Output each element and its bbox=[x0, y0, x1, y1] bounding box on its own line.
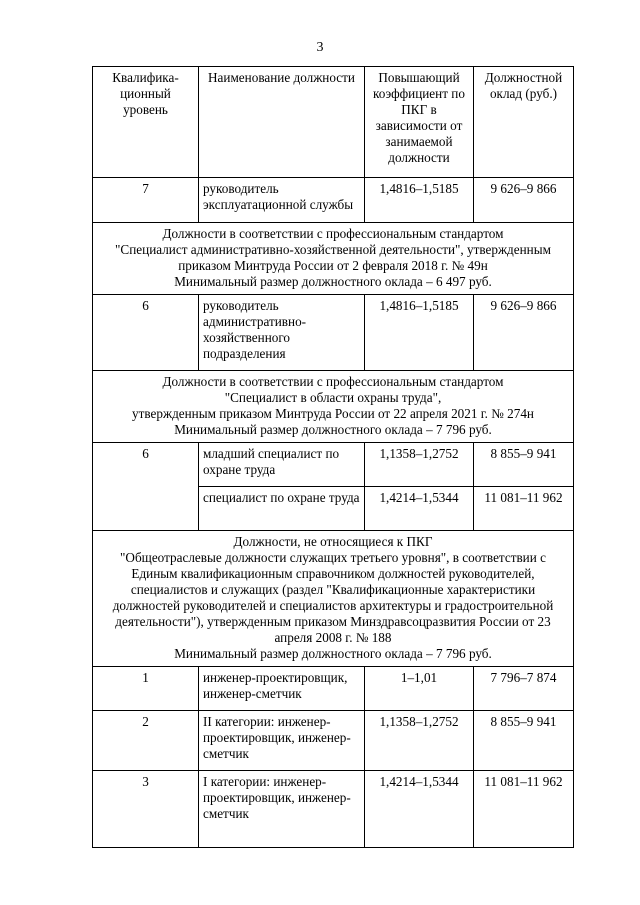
table-row bbox=[93, 178, 574, 223]
position-cell: I категории: инженер-проектировщик, инженер-сметчик bbox=[199, 771, 365, 848]
coefficient-cell: 1,4214–1,5344 bbox=[365, 487, 474, 531]
salary-cell: 9 626–9 866 bbox=[474, 178, 574, 223]
salary-cell: 11 081–11 962 bbox=[474, 487, 574, 531]
coefficient-cell: 1–1,01 bbox=[365, 667, 474, 711]
position-cell: II категории: инженер-проектировщик, инженер-сметчик bbox=[199, 711, 365, 771]
level-cell: 1 bbox=[93, 667, 199, 711]
table-row bbox=[93, 295, 574, 371]
page-number: 3 bbox=[316, 40, 324, 55]
section-line: Единым квалификационным справочником должностей руководителей, bbox=[131, 566, 535, 581]
section-line: должностей руководителей и специалистов архитектуры и градостроительной bbox=[112, 598, 554, 613]
section-line: деятельности"), утвержденным приказом Минздравсоцразвития России от 23 bbox=[115, 614, 551, 629]
coefficient-cell: 1,4816–1,5185 bbox=[365, 178, 474, 223]
header-coefficient: Повышающий коэффициент по ПКГ в зависимости от занимаемой должности bbox=[365, 67, 474, 178]
section-header-row bbox=[93, 531, 574, 667]
section-line: "Специалист административно-хозяйственной деятельности", утвержденным bbox=[115, 242, 551, 257]
coefficient-cell: 1,4816–1,5185 bbox=[365, 295, 474, 371]
section-line: специалистов и служащих (раздел "Квалификационные характеристики bbox=[130, 582, 536, 597]
section-line: "Общеотраслевые должности служащих третьего уровня", в соответствии с bbox=[120, 550, 546, 565]
table-row bbox=[93, 667, 574, 711]
level-cell: 2 bbox=[93, 711, 199, 771]
section-line: Должности, не относящиеся к ПКГ bbox=[233, 534, 433, 549]
section-line: приказом Минтруда России от 2 февраля 2018 г. № 49н bbox=[178, 258, 488, 273]
table-row bbox=[93, 711, 574, 771]
salary-cell: 8 855–9 941 bbox=[474, 443, 574, 487]
section-line: Должности в соответствии с профессиональным стандартом bbox=[162, 374, 504, 389]
table-row bbox=[93, 443, 574, 487]
header-salary: Должностной оклад (руб.) bbox=[474, 67, 574, 178]
section-line: Минимальный размер должностного оклада – 7 796 руб. bbox=[174, 422, 492, 437]
header-level: Квалифика-ционный уровень bbox=[93, 67, 199, 178]
salary-cell: 11 081–11 962 bbox=[474, 771, 574, 848]
section-line: Минимальный размер должностного оклада – 6 497 руб. bbox=[174, 274, 492, 289]
level-cell: 6 bbox=[93, 295, 199, 371]
section-line: апреля 2008 г. № 188 bbox=[274, 630, 392, 645]
position-cell: инженер-проектировщик, инженер-сметчик bbox=[199, 667, 365, 711]
section-line: Должности в соответствии с профессиональным стандартом bbox=[162, 226, 504, 241]
coefficient-cell: 1,4214–1,5344 bbox=[365, 771, 474, 848]
salary-cell: 9 626–9 866 bbox=[474, 295, 574, 371]
section-heading bbox=[93, 531, 574, 667]
section-header-row bbox=[93, 223, 574, 295]
section-line: "Специалист в области охраны труда", bbox=[224, 390, 442, 405]
salary-cell: 7 796–7 874 bbox=[474, 667, 574, 711]
header-position: Наименование должности bbox=[199, 67, 365, 178]
level-cell: 3 bbox=[93, 771, 199, 848]
level-cell: 6 bbox=[93, 443, 199, 531]
salary-cell: 8 855–9 941 bbox=[474, 711, 574, 771]
position-cell: руководитель эксплуатационной службы bbox=[199, 178, 365, 223]
level-cell: 7 bbox=[93, 178, 199, 223]
coefficient-cell: 1,1358–1,2752 bbox=[365, 711, 474, 771]
section-header-row bbox=[93, 371, 574, 443]
section-line: Минимальный размер должностного оклада – 7 796 руб. bbox=[174, 646, 492, 661]
section-heading bbox=[93, 371, 574, 443]
table-header-row bbox=[93, 67, 574, 178]
salary-table bbox=[92, 66, 574, 848]
position-cell: руководитель административно-хозяйственного подразделения bbox=[199, 295, 365, 371]
table-row bbox=[93, 771, 574, 848]
section-heading bbox=[93, 223, 574, 295]
position-cell: младший специалист по охране труда bbox=[199, 443, 365, 487]
coefficient-cell: 1,1358–1,2752 bbox=[365, 443, 474, 487]
section-line: утвержденным приказом Минтруда России от 22 апреля 2021 г. № 274н bbox=[132, 406, 534, 421]
position-cell: специалист по охране труда bbox=[199, 487, 365, 531]
